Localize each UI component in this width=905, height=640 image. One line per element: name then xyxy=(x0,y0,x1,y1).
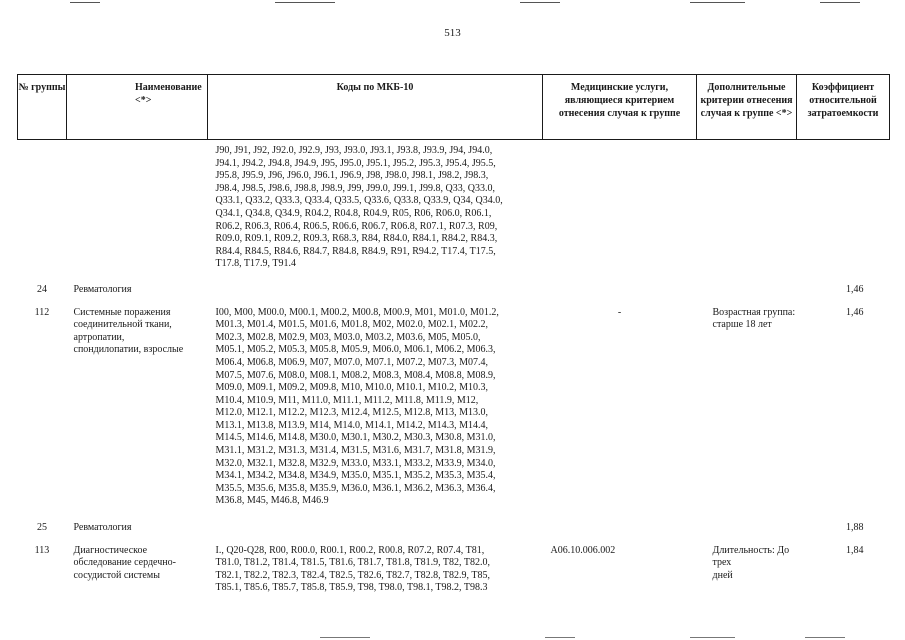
header-services: Медицинские услуги, являющиеся критерием отнесения случая к группе xyxy=(543,75,697,140)
scan-top-edge-marks xyxy=(0,0,905,6)
header-criteria: Дополнительные критерии отнесения случая к группе <*> xyxy=(697,75,797,140)
code-line: M32.0, M32.1, M32.8, M32.9, M33.0, M33.1, M33.2, M33.9, M34.0, xyxy=(215,457,496,469)
code-line: J95.8, J95.9, J96, J96.0, J96.1, J96.9, J98, J98.0, J98.1, J98.2, J98.3, xyxy=(215,170,489,182)
header-coefficient: Коэффициент относительной затратоемкости xyxy=(797,75,890,140)
code-line: T85.1, T85.6, T85.7, T85.8, T85.9, T98, T98.0, T98.1, T98.2, T98.3 xyxy=(215,582,488,594)
row-name-line: Диагностическое xyxy=(73,544,148,556)
group-coefficient: 1,88 xyxy=(846,522,864,534)
code-line: J94.1, J94.2, J94.8, J94.9, J95, J95.0, J95.1, J95.2, J95.3, J95.4, J95.5, xyxy=(215,157,496,169)
code-line: M01.3, M01.4, M01.5, M01.6, M01.8, M02, M02.0, M02.1, M02.2, xyxy=(215,319,489,331)
ksg-table xyxy=(17,74,889,595)
code-line: R06.2, R06.3, R06.4, R06.5, R06.6, R06.7, R06.8, R07.1, R07.3, R09, xyxy=(215,220,498,232)
row-criteria-line: Длительность: До трех xyxy=(712,544,790,569)
row-criteria-line: старше 18 лет xyxy=(712,319,772,331)
row-services: A06.10.006.002 xyxy=(550,544,616,556)
row-number: 112 xyxy=(34,306,50,318)
row-name-line: сосудистой системы xyxy=(73,569,160,581)
header-group-no: № группы xyxy=(18,75,67,140)
code-line: I., Q20-Q28, R00, R00.0, R00.1, R00.2, R00.8, R07.2, R07.4, T81, xyxy=(215,544,485,556)
page-number: 513 xyxy=(444,27,461,39)
code-line: M06.4, M06.8, M06.9, M07, M07.0, M07.1, M07.2, M07.3, M07.4, xyxy=(215,356,489,368)
row-coefficient: 1,46 xyxy=(846,306,864,318)
table-row-113 xyxy=(18,535,890,595)
code-line: T17.8, T17.9, T91.4 xyxy=(215,258,296,270)
code-line: M36.8, M45, M46.8, M46.9 xyxy=(215,495,329,507)
code-line: R84.4, R84.5, R84.6, R84.7, R84.8, R84.9, R91, R94.2, T17.4, T17.5, xyxy=(215,245,496,257)
scan-bottom-edge-marks xyxy=(0,636,905,640)
table-row-group-24 xyxy=(18,271,890,297)
code-line: Q33.1, Q33.2, Q33.3, Q33.4, Q33.5, Q33.6, Q33.8, Q33.9, Q34, Q34.0, xyxy=(215,195,503,207)
code-line: J90, J91, J92, J92.0, J92.9, J93, J93.0, J93.1, J93.8, J93.9, J94, J94.0, xyxy=(215,145,493,156)
table-row-continuation xyxy=(18,140,890,271)
group-name: Ревматология xyxy=(73,283,132,295)
table-header-row xyxy=(18,75,890,140)
group-number: 24 xyxy=(37,283,47,295)
row-criteria-line: дней xyxy=(712,569,733,581)
code-line: M07.5, M07.6, M08.0, M08.1, M08.2, M08.3, M08.4, M08.8, M08.9, xyxy=(215,369,496,381)
code-line: M14.5, M14.6, M14.8, M30.0, M30.1, M30.2, M30.3, M30.8, M31.0, xyxy=(215,432,496,444)
row-services: - xyxy=(617,306,622,318)
row-criteria xyxy=(697,535,797,595)
code-line: M35.5, M35.6, M35.8, M35.9, M36.0, M36.1, M36.2, M36.3, M36.4, xyxy=(215,482,496,494)
code-line: M02.3, M02.8, M02.9, M03, M03.0, M03.2, M03.6, M05, M05.0, xyxy=(215,331,481,343)
group-number: 25 xyxy=(37,522,47,534)
row-name-line: обследование сердечно- xyxy=(73,557,176,569)
code-line: M34.1, M34.2, M34.8, M34.9, M35.0, M35.1, M35.2, M35.3, M35.4, xyxy=(215,470,496,482)
row-codes xyxy=(208,297,543,509)
row-coefficient: 1,84 xyxy=(846,544,864,556)
row-number: 113 xyxy=(34,544,50,556)
code-line: T82.1, T82.2, T82.3, T82.4, T82.5, T82.6, T82.7, T82.8, T82.9, T85, xyxy=(215,569,490,581)
code-line: R09.0, R09.1, R09.2, R09.3, R68.3, R84, R84.0, R84.1, R84.2, R84.3, xyxy=(215,233,498,245)
row-name xyxy=(67,297,208,509)
row-name-line: Системные поражения xyxy=(73,306,171,318)
row-name-line: спондилопатии, взрослые xyxy=(73,344,184,356)
row-codes xyxy=(208,535,543,595)
row-name-line: артропатии, xyxy=(73,331,125,343)
code-line: M09.0, M09.1, M09.2, M09.8, M10, M10.0, M10.1, M10.2, M10.3, xyxy=(215,382,489,394)
continuation-codes xyxy=(208,140,543,271)
code-line: M13.1, M13.8, M13.9, M14, M14.0, M14.1, M14.2, M14.3, M14.4, xyxy=(215,419,489,431)
header-name: Наименование <*> xyxy=(67,75,208,140)
code-line: M05.1, M05.2, M05.3, M05.8, M05.9, M06.0, M06.1, M06.2, M06.3, xyxy=(215,344,496,356)
table-row-112 xyxy=(18,297,890,509)
header-codes: Коды по МКБ-10 xyxy=(208,75,543,140)
code-line: Q34.1, Q34.8, Q34.9, R04.2, R04.8, R04.9, R05, R06, R06.0, R06.1, xyxy=(215,207,492,219)
code-line: J98.4, J98.5, J98.6, J98.8, J98.9, J99, J99.0, J99.1, J99.8, Q33, Q33.0, xyxy=(215,182,495,194)
code-line: I00, M00, M00.0, M00.1, M00.2, M00.8, M00.9, M01, M01.0, M01.2, xyxy=(215,306,499,318)
code-line: M12.0, M12.1, M12.2, M12.3, M12.4, M12.5, M12.8, M13, M13.0, xyxy=(215,407,489,419)
row-name xyxy=(67,535,208,595)
row-criteria-line: Возрастная группа: xyxy=(712,306,796,318)
code-line: T81.0, T81.2, T81.4, T81.5, T81.6, T81.7, T81.8, T81.9, T82, T82.0, xyxy=(215,557,490,569)
code-line: M31.1, M31.2, M31.3, M31.4, M31.5, M31.6, M31.7, M31.8, M31.9, xyxy=(215,445,496,457)
row-name-line: соединительной ткани, xyxy=(73,319,172,331)
code-line: M10.4, M10.9, M11, M11.0, M11.1, M11.2, M11.8, M11.9, M12, xyxy=(215,394,479,406)
table-row-group-25 xyxy=(18,508,890,535)
row-criteria xyxy=(697,297,797,509)
group-name: Ревматология xyxy=(73,522,132,534)
group-coefficient: 1,46 xyxy=(846,283,864,295)
